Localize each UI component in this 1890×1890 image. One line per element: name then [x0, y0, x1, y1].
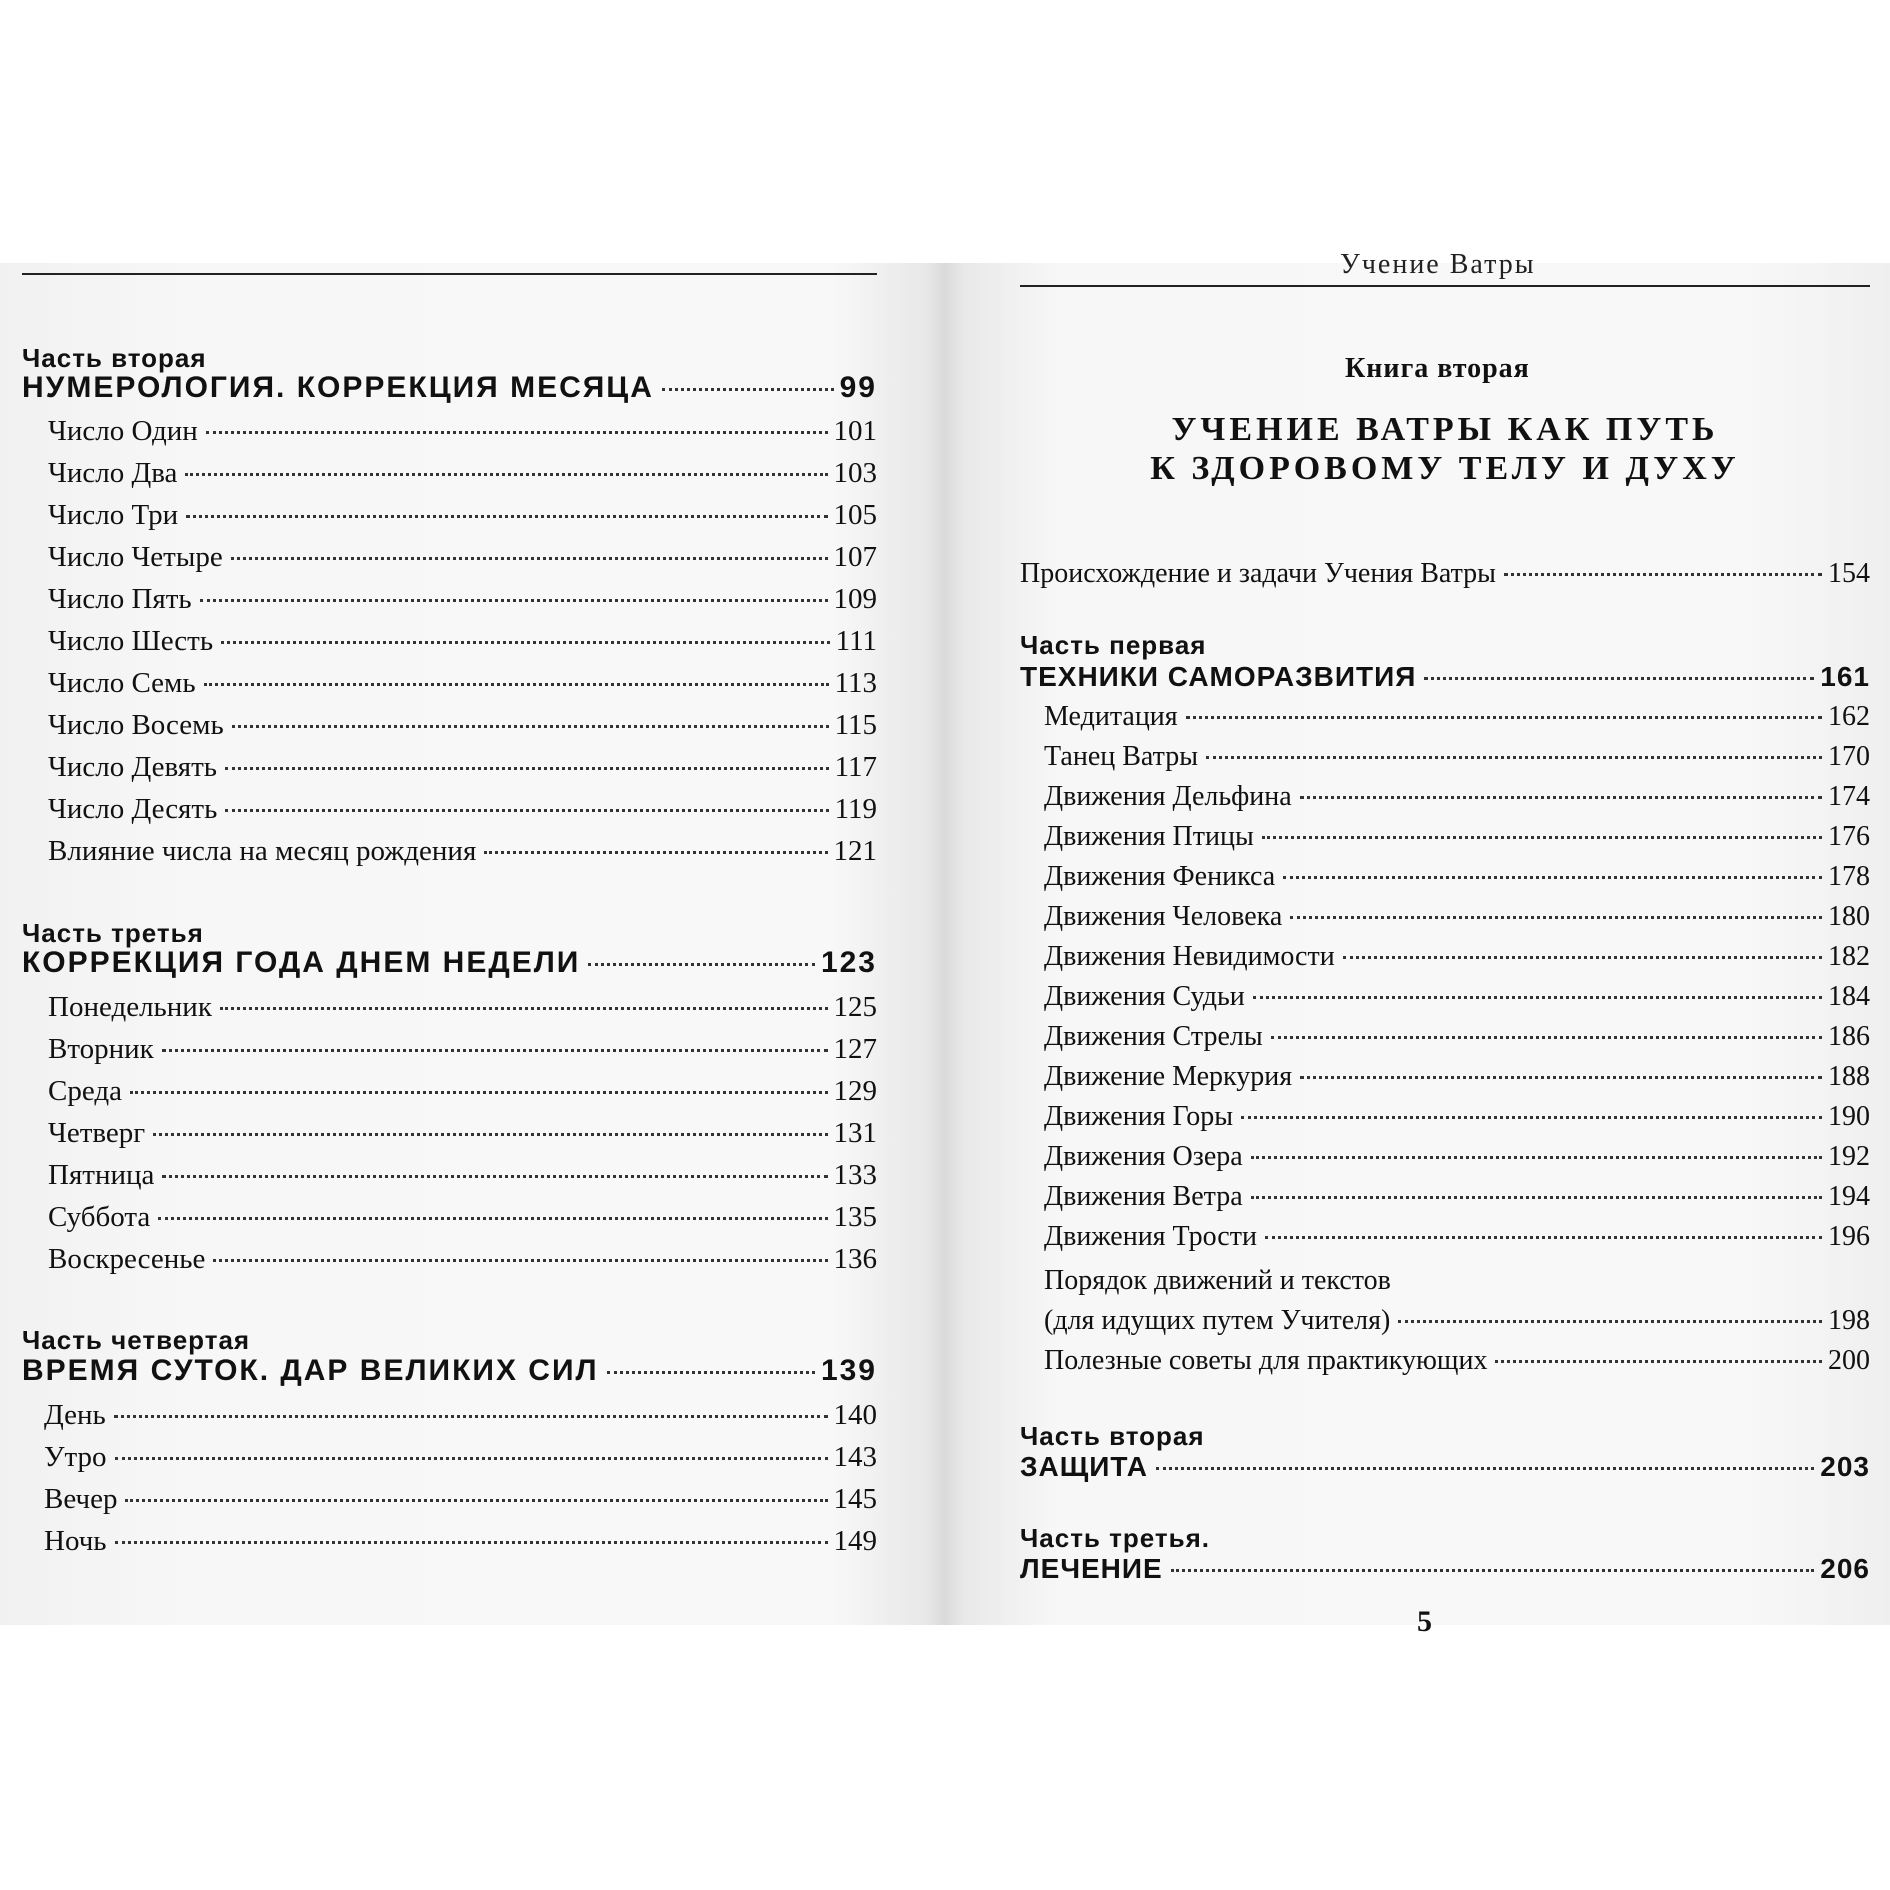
leader-dots [1206, 756, 1822, 759]
toc-page-number: 135 [833, 1201, 877, 1233]
toc-page-number: 192 [1828, 1141, 1870, 1172]
toc-page-number: 123 [820, 946, 877, 979]
part-label: Часть вторая [1020, 1421, 1205, 1451]
toc-page-number: 161 [1820, 661, 1870, 692]
toc-entry-title: Число Один [48, 415, 198, 447]
toc-heading [22, 371, 877, 405]
toc-page-number: 162 [1828, 701, 1870, 732]
leader-dots [1156, 1467, 1814, 1470]
toc-entry-title: Число Два [48, 457, 178, 489]
toc-entry-title: Число Десять [48, 793, 218, 825]
part-label: Часть третья. [1020, 1523, 1210, 1553]
leader-dots [1186, 716, 1822, 719]
leader-dots [1300, 796, 1822, 799]
toc-entry-title: Движения Горы [1044, 1101, 1234, 1132]
part-label: Часть вторая [22, 343, 207, 373]
part-label: Часть первая [1020, 630, 1207, 660]
toc-page-number: 180 [1828, 901, 1870, 932]
toc-entry [48, 1075, 877, 1108]
toc-entry [44, 1525, 877, 1558]
toc-heading-title: КОРРЕКЦИЯ ГОДА ДНЕМ НЕДЕЛИ [22, 946, 581, 979]
toc-page-number: 129 [833, 1075, 877, 1107]
toc-page-number: 117 [834, 751, 877, 783]
toc-entry [1044, 1101, 1870, 1133]
toc-entry-title: Движения Невидимости [1044, 941, 1335, 972]
leader-dots [206, 431, 828, 434]
toc-entry [48, 1159, 877, 1192]
toc-page-number: 133 [833, 1159, 877, 1191]
leader-dots [232, 725, 829, 728]
toc-entry-title: (для идущих путем Учителя) [1044, 1305, 1391, 1336]
toc-entry-title: Движения Судьи [1044, 981, 1245, 1012]
leader-dots [662, 388, 834, 391]
toc-page-number: 178 [1828, 861, 1870, 892]
toc-page-number: 186 [1828, 1021, 1870, 1052]
toc-entry [48, 793, 877, 826]
leader-dots [158, 1217, 827, 1220]
leader-dots [153, 1133, 827, 1136]
toc-entry [48, 709, 877, 742]
toc-page-number: 101 [833, 415, 877, 447]
toc-page-number: 203 [1820, 1451, 1870, 1482]
toc-entry [1044, 981, 1870, 1013]
toc-page-number: 196 [1828, 1221, 1870, 1252]
part-label: Часть третья [22, 918, 204, 948]
toc-entry-title: Полезные советы для практикующих [1044, 1345, 1488, 1376]
toc-page-number: 143 [833, 1441, 877, 1473]
leader-dots [1262, 836, 1822, 839]
toc-entry-title: Движения Человека [1044, 901, 1283, 932]
leader-dots [185, 473, 827, 476]
toc-entry-title: Вечер [44, 1483, 118, 1515]
toc-page-number: 109 [833, 583, 877, 615]
toc-entry-title: Движения Птицы [1044, 821, 1254, 852]
toc-entry [48, 499, 877, 532]
toc-heading [1020, 1553, 1870, 1585]
toc-page-number: 139 [820, 1354, 877, 1387]
toc-page-number: 113 [834, 667, 877, 699]
toc-page-number: 127 [833, 1033, 877, 1065]
toc-entry [48, 1117, 877, 1150]
toc-heading-title: ВРЕМЯ СУТОК. ДАР ВЕЛИКИХ СИЛ [22, 1354, 599, 1387]
leader-dots [1504, 573, 1822, 576]
toc-heading-title: ЗАЩИТА [1020, 1451, 1148, 1482]
toc-page-number: 188 [1828, 1061, 1870, 1092]
leader-dots [1300, 1076, 1822, 1079]
top-rule [22, 273, 877, 275]
toc-page-number: 184 [1828, 981, 1870, 1012]
toc-page-number: 111 [835, 625, 877, 657]
book-spread [0, 249, 1890, 1638]
toc-entry-title: Медитация [1044, 701, 1178, 732]
toc-entry [48, 1033, 877, 1066]
toc-entry [1044, 1141, 1870, 1173]
toc-entry-title: Число Шесть [48, 625, 214, 657]
leader-dots [1290, 916, 1822, 919]
toc-page-number: 149 [833, 1525, 877, 1557]
leader-dots [125, 1499, 827, 1502]
toc-entry [48, 457, 877, 490]
toc-page-number: 115 [834, 709, 877, 741]
leader-dots [213, 1259, 827, 1262]
leader-dots [225, 809, 828, 812]
toc-entry [48, 625, 877, 658]
leader-dots [1171, 1569, 1815, 1572]
toc-entry [48, 751, 877, 784]
toc-entry-title: Число Восемь [48, 709, 224, 741]
toc-entry-title: Число Девять [48, 751, 218, 783]
toc-entry-title: Число Четыре [48, 541, 223, 573]
toc-page-number: 131 [833, 1117, 877, 1149]
leader-dots [115, 1457, 828, 1460]
toc-entry [48, 1201, 877, 1234]
toc-entry [1020, 558, 1870, 590]
toc-page-number: 105 [833, 499, 877, 531]
toc-page-number: 170 [1828, 741, 1870, 772]
leader-dots [186, 515, 827, 518]
toc-page-number: 176 [1828, 821, 1870, 852]
toc-entry-title: Понедельник [48, 991, 212, 1023]
toc-heading [22, 1354, 877, 1388]
page-number: 5 [1417, 1605, 1432, 1638]
leader-dots [1283, 876, 1822, 879]
toc-page-number: 198 [1828, 1305, 1870, 1336]
leader-dots [1398, 1320, 1822, 1323]
toc-entry [1044, 1181, 1870, 1213]
toc-heading [1020, 661, 1870, 693]
leader-dots [1495, 1360, 1822, 1363]
toc-entry [1044, 861, 1870, 893]
book-title: УЧЕНИЕ ВАТРЫ КАК ПУТЬ [1171, 411, 1719, 448]
toc-page-number: 107 [833, 541, 877, 573]
leader-dots [115, 1541, 828, 1544]
leader-dots [1271, 1036, 1822, 1039]
leader-dots [225, 767, 829, 770]
toc-page-number: 121 [833, 835, 877, 867]
toc-entry-title: Суббота [48, 1201, 151, 1233]
leader-dots [162, 1049, 828, 1052]
toc-entry [1044, 1345, 1870, 1377]
toc-entry [1044, 1021, 1870, 1053]
toc-entry-title: Движения Озера [1044, 1141, 1243, 1172]
right-page [1005, 249, 1890, 1638]
toc-entry-title: Вторник [48, 1033, 154, 1065]
toc-page-number: 206 [1820, 1553, 1870, 1584]
toc-page-number: 140 [833, 1399, 877, 1431]
leader-dots [114, 1415, 828, 1418]
toc-page-number: 125 [833, 991, 877, 1023]
leader-dots [231, 557, 828, 560]
toc-entry [1044, 941, 1870, 973]
leader-dots [204, 683, 829, 686]
toc-entry [1044, 1221, 1870, 1253]
toc-entry [1044, 821, 1870, 853]
toc-entry [44, 1399, 877, 1432]
toc-entry-title: Движение Меркурия [1044, 1061, 1293, 1092]
leader-dots [1251, 1196, 1822, 1199]
toc-entry [1044, 901, 1870, 933]
toc-entry-title: Движения Дельфина [1044, 781, 1292, 812]
toc-entry-title: Движения Феникса [1044, 861, 1276, 892]
toc-entry-title: Четверг [48, 1117, 146, 1149]
toc-entry-title: Порядок движений и текстов [1044, 1265, 1391, 1296]
leader-dots [1424, 677, 1814, 680]
toc-entry [48, 583, 877, 616]
toc-entry [48, 835, 877, 868]
toc-entry-title: Воскресенье [48, 1243, 206, 1275]
toc-entry [48, 415, 877, 448]
toc-entry-title: Движения Стрелы [1044, 1021, 1263, 1052]
toc-page-number: 99 [839, 371, 877, 404]
toc-entry [1044, 1305, 1870, 1337]
toc-entry [48, 991, 877, 1024]
toc-entry [1044, 1061, 1870, 1093]
toc-page-number: 174 [1828, 781, 1870, 812]
toc-entry-title: День [44, 1399, 106, 1431]
toc-entry-title: Число Три [48, 499, 179, 531]
leader-dots [130, 1091, 828, 1094]
toc-entry [48, 667, 877, 700]
top-rule [1020, 285, 1870, 287]
toc-page-number: 136 [833, 1243, 877, 1275]
leader-dots [484, 851, 827, 854]
toc-page-number: 154 [1828, 558, 1870, 589]
leader-dots [1253, 996, 1822, 999]
toc-heading-title: ЛЕЧЕНИЕ [1020, 1553, 1163, 1584]
toc-entry [1044, 741, 1870, 773]
leader-dots [1265, 1236, 1822, 1239]
toc-entry [48, 1243, 877, 1276]
toc-entry [44, 1483, 877, 1516]
toc-page-number: 200 [1828, 1345, 1870, 1376]
toc-heading [22, 946, 877, 980]
leader-dots [588, 963, 815, 966]
book-label: Книга вторая [1345, 353, 1530, 384]
toc-heading [1020, 1451, 1870, 1483]
toc-heading-title: ТЕХНИКИ САМОРАЗВИТИЯ [1020, 661, 1417, 692]
toc-page-number: 119 [834, 793, 877, 825]
toc-entry-title: Движения Трости [1044, 1221, 1257, 1252]
toc-entry-title: Число Пять [48, 583, 192, 615]
book-title: К ЗДОРОВОМУ ТЕЛУ И ДУХУ [1150, 450, 1740, 487]
toc-page-number: 145 [833, 1483, 877, 1515]
toc-entry-title: Среда [48, 1075, 122, 1107]
running-head: Учение Ватры [1340, 249, 1536, 280]
toc-entry-title: Движения Ветра [1044, 1181, 1243, 1212]
toc-page-number: 190 [1828, 1101, 1870, 1132]
toc-entry-title: Число Семь [48, 667, 196, 699]
toc-entry [48, 541, 877, 574]
leader-dots [162, 1175, 827, 1178]
leader-dots [220, 1007, 828, 1010]
leader-dots [607, 1371, 815, 1374]
leader-dots [1241, 1116, 1822, 1119]
toc-page-number: 103 [833, 457, 877, 489]
toc-entry-title: Ночь [44, 1525, 107, 1557]
leader-dots [200, 599, 828, 602]
toc-entry [1044, 701, 1870, 733]
toc-entry-title: Пятница [48, 1159, 155, 1191]
toc-page-number: 194 [1828, 1181, 1870, 1212]
toc-heading-title: НУМЕРОЛОГИЯ. КОРРЕКЦИЯ МЕСЯЦА [22, 371, 654, 404]
leader-dots [1343, 956, 1822, 959]
toc-page-number: 182 [1828, 941, 1870, 972]
toc-entry-title: Танец Ватры [1044, 741, 1198, 772]
toc-entry [44, 1441, 877, 1474]
leader-dots [221, 641, 830, 644]
toc-entry-title: Утро [44, 1441, 107, 1473]
toc-entry [1044, 781, 1870, 813]
left-page [0, 263, 900, 1625]
part-label: Часть четвертая [22, 1325, 251, 1355]
leader-dots [1251, 1156, 1822, 1159]
toc-entry-title: Влияние числа на месяц рождения [48, 835, 477, 867]
toc-entry-title: Происхождение и задачи Учения Ватры [1020, 558, 1496, 589]
